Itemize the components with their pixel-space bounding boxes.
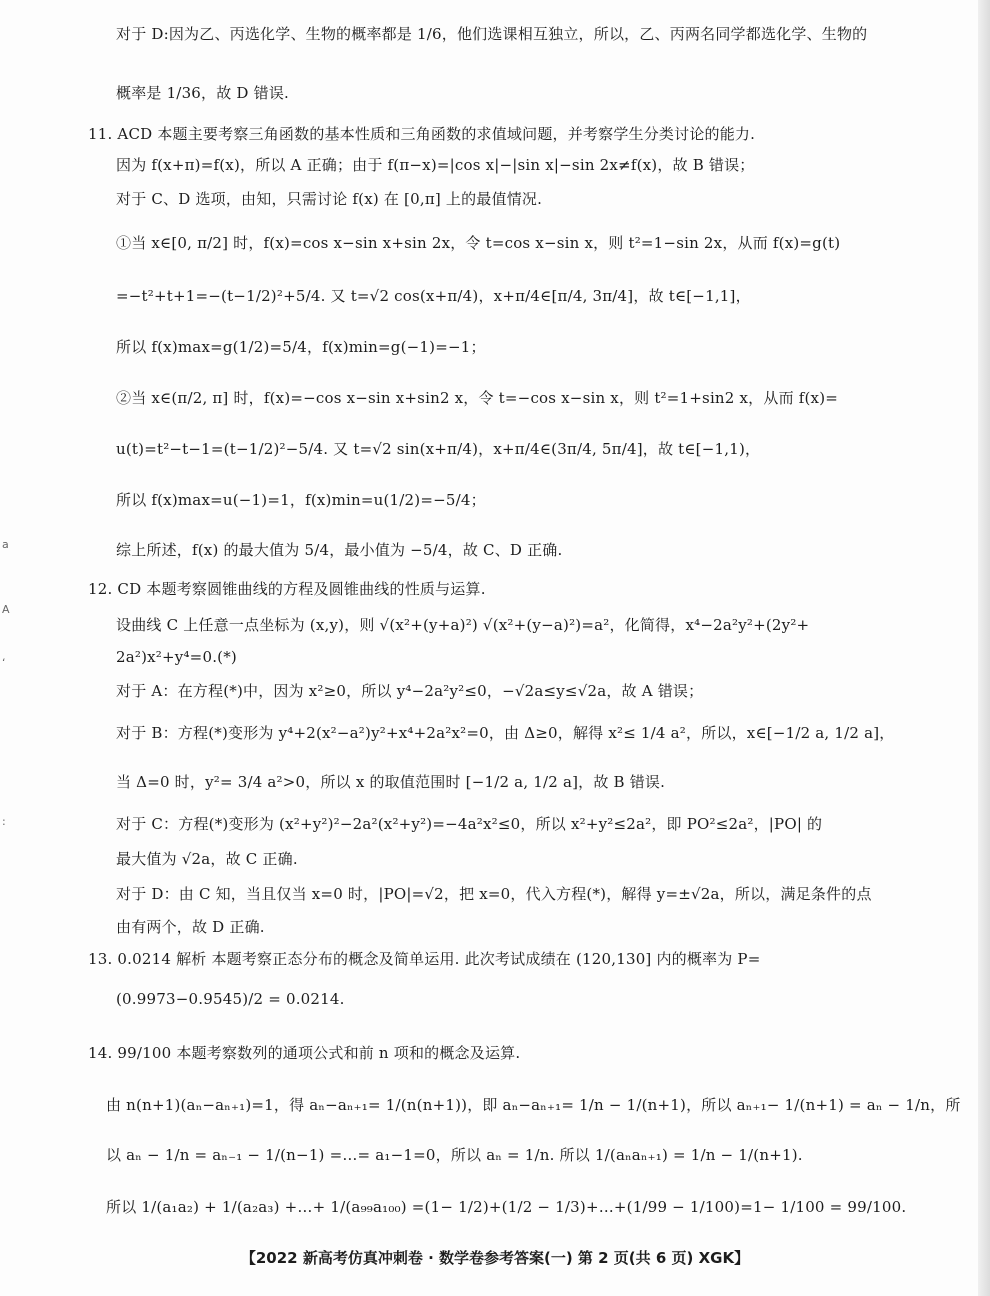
question-11-header: 11. ACD 本题主要考察三角函数的基本性质和三角函数的求值域问题，并考察学生分类讨论的能力. (88, 125, 756, 143)
question-13-header: 13. 0.0214 解析 本题考察正态分布的概念及简单运用. 此次考试成绩在 (120,130] 内的概率为 P= (88, 950, 761, 968)
text-line: 由 n(n+1)(aₙ−aₙ₊₁)=1，得 aₙ−aₙ₊₁= 1/(n(n+1))，即 aₙ−aₙ₊₁= 1/n − 1/(n+1)，所以 aₙ₊₁− 1/(n+1) = aₙ − 1/n，所 (106, 1096, 961, 1114)
text-line: ②当 x∈(π/2, π] 时，f(x)=−cos x−sin x+sin2 x，令 t=−cos x−sin x，则 t²=1+sin2 x，从而 f(x)= (116, 389, 839, 407)
text-line: 对于 B：方程(*)变形为 y⁴+2(x²−a²)y²+x⁴+2a²x²=0，由 Δ≥0，解得 x²≤ 1/4 a²，所以，x∈[−1/2 a, 1/2 a]， (116, 724, 895, 742)
margin-mark: ʻ (2, 656, 6, 669)
text-line: 以 aₙ − 1/n = aₙ₋₁ − 1/(n−1) =…= a₁−1=0，所以 aₙ = 1/n. 所以 1/(aₙaₙ₊₁) = 1/n − 1/(n+1). (106, 1146, 803, 1164)
text-line: 对于 D：由 C 知，当且仅当 x=0 时，|PO|=√2，把 x=0，代入方程(*)，解得 y=±√2a，所以，满足条件的点 (116, 885, 872, 903)
margin-mark: A (2, 603, 10, 616)
text-line: =−t²+t+1=−(t−1/2)²+5/4. 又 t=√2 cos(x+π/4)，x+π/4∈[π/4, 3π/4]，故 t∈[−1,1]， (116, 287, 751, 305)
text-line: 综上所述，f(x) 的最大值为 5/4，最小值为 −5/4，故 C、D 正确. (116, 541, 563, 559)
page-footer: 【2022 新高考仿真冲刺卷 · 数学卷参考答案(一) 第 2 页(共 6 页) XGK】 (240, 1249, 750, 1267)
text-line: 概率是 1/36，故 D 错误. (116, 84, 289, 102)
page-edge-shadow (978, 0, 990, 1296)
text-line: 最大值为 √2a，故 C 正确. (116, 850, 298, 868)
text-line: 对于 A：在方程(*)中，因为 x²≥0，所以 y⁴−2a²y²≤0，−√2a≤y≤√2a，故 A 错误； (116, 682, 704, 700)
text-line: 对于 C：方程(*)变形为 (x²+y²)²−2a²(x²+y²)=−4a²x²≤0，所以 x²+y²≤2a²，即 PO²≤2a²，|PO| 的 (116, 815, 823, 833)
text-line: 2a²)x²+y⁴=0.(*) (116, 648, 237, 666)
margin-mark: a (2, 538, 9, 551)
text-line: 所以 1/(a₁a₂) + 1/(a₂a₃) +…+ 1/(a₉₉a₁₀₀) =(1− 1/2)+(1/2 − 1/3)+…+(1/99 − 1/100)=1− 1/100 = 99/100. (106, 1198, 907, 1216)
text-line: ①当 x∈[0, π/2] 时，f(x)=cos x−sin x+sin 2x，令 t=cos x−sin x，则 t²=1−sin 2x，从而 f(x)=g(t) (116, 234, 841, 252)
question-12-header: 12. CD 本题考察圆锥曲线的方程及圆锥曲线的性质与运算. (88, 580, 486, 598)
text-line: 对于 D:因为乙、丙选化学、生物的概率都是 1/6，他们选课相互独立，所以，乙、丙两名同学都选化学、生物的 (116, 25, 868, 43)
text-line: 因为 f(x+π)=f(x)，所以 A 正确；由于 f(π−x)=|cos x|−|sin x|−sin 2x≠f(x)，故 B 错误； (116, 156, 755, 174)
text-line: 设曲线 C 上任意一点坐标为 (x,y)，则 √(x²+(y+a)²) √(x²+(y−a)²)=a²，化简得，x⁴−2a²y²+(2y²+ (116, 616, 810, 634)
text-line: 对于 C、D 选项，由知，只需讨论 f(x) 在 [0,π] 上的最值情况. (116, 190, 543, 208)
text-line: 当 Δ=0 时，y²= 3/4 a²>0，所以 x 的取值范围时 [−1/2 a, 1/2 a]，故 B 错误. (116, 773, 666, 791)
text-line: 所以 f(x)max=g(1/2)=5/4，f(x)min=g(−1)=−1； (116, 338, 486, 356)
margin-mark: : (2, 815, 6, 828)
question-14-header: 14. 99/100 本题考察数列的通项公式和前 n 项和的概念及运算. (88, 1044, 521, 1062)
text-line: u(t)=t²−t−1=(t−1/2)²−5/4. 又 t=√2 sin(x+π/4)，x+π/4∈(3π/4, 5π/4]，故 t∈[−1,1)， (116, 440, 761, 458)
text-line: 由有两个，故 D 正确. (116, 918, 265, 936)
text-line: 所以 f(x)max=u(−1)=1，f(x)min=u(1/2)=−5/4； (116, 491, 486, 509)
text-line: (0.9973−0.9545)/2 = 0.0214. (116, 990, 345, 1008)
